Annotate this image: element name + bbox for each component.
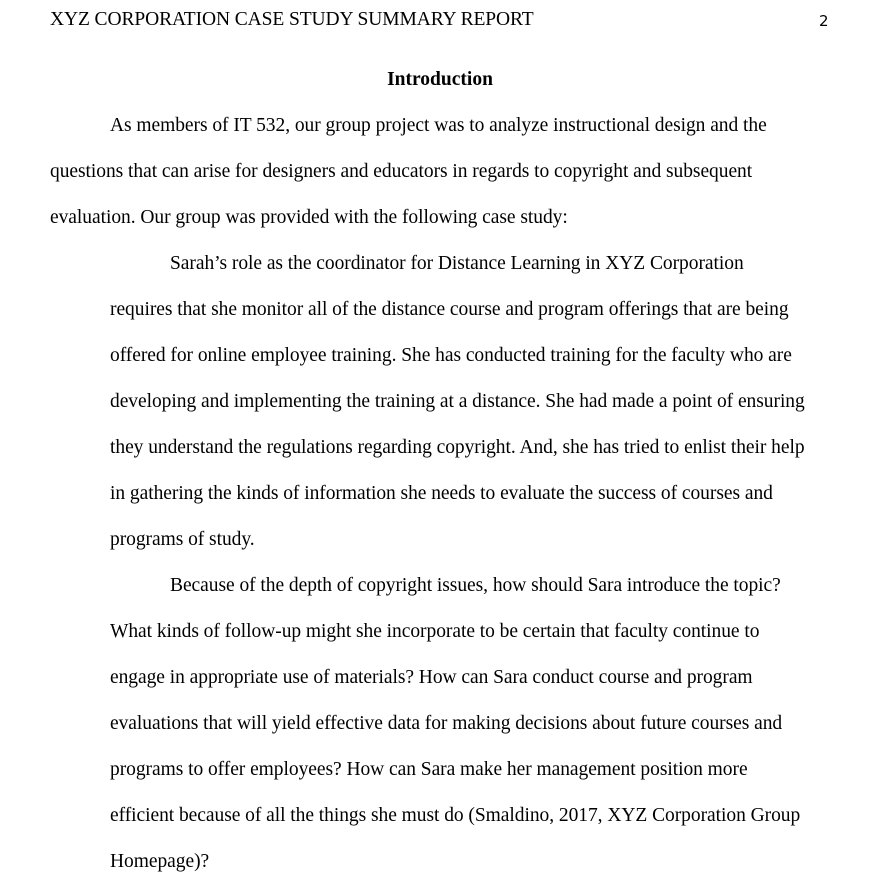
quote-line: Because of the depth of copyright issues, how should Sara introduce the topic? (170, 575, 781, 596)
quote-line: offered for online employee training. She has conducted training for the faculty who are (110, 345, 792, 366)
quote-line: efficient because of all the things she must do (Smaldino, 2017, XYZ Corporation Group (110, 805, 801, 826)
quote-line: programs to offer employees? How can Sara make her management position more (110, 759, 748, 780)
quote-line: requires that she monitor all of the distance course and program offerings that are being (110, 299, 789, 320)
page-number: 2 (819, 12, 829, 30)
paragraph-line: evaluation. Our group was provided with the following case study: (50, 207, 568, 228)
quote-line: Sarah’s role as the coordinator for Distance Learning in XYZ Corporation (170, 253, 744, 274)
quote-line: evaluations that will yield effective data for making decisions about future courses and (110, 713, 783, 734)
quote-line: in gathering the kinds of information she needs to evaluate the success of courses and (110, 483, 773, 504)
running-head: XYZ CORPORATION CASE STUDY SUMMARY REPORT (50, 9, 534, 30)
quote-line: they understand the regulations regarding copyright. And, she has tried to enlist their help (110, 437, 805, 458)
quote-line: developing and implementing the training at a distance. She had made a point of ensuring (110, 391, 805, 412)
paragraph-line: questions that can arise for designers and educators in regards to copyright and subsequent (50, 161, 753, 182)
paragraph-line: As members of IT 532, our group project was to analyze instructional design and the (110, 115, 767, 136)
quote-line: engage in appropriate use of materials? How can Sara conduct course and program (110, 667, 753, 688)
quote-line: Homepage)? (110, 851, 210, 872)
section-heading: Introduction (387, 69, 493, 90)
quote-line: programs of study. (110, 529, 255, 550)
quote-line: What kinds of follow-up might she incorporate to be certain that faculty continue to (110, 621, 760, 642)
